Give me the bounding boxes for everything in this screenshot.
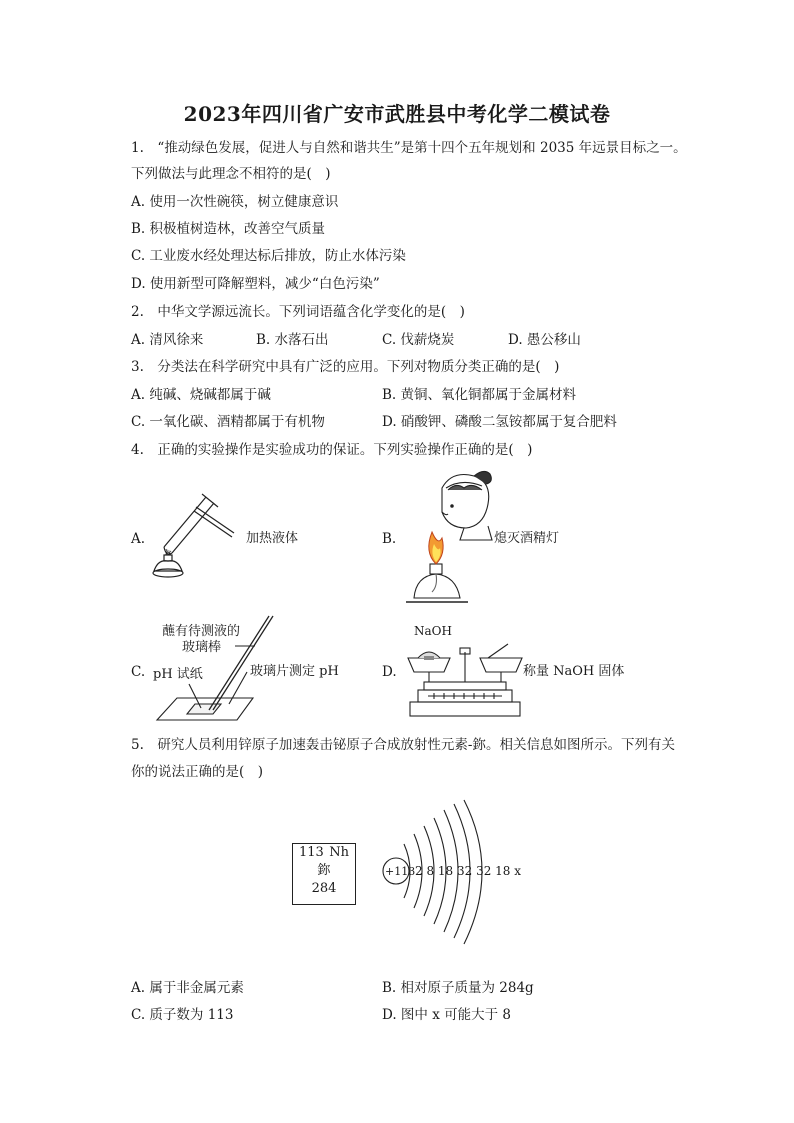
atom-nucleus: +113 [385,865,416,878]
q2-stem: 2. 中华文学源远流长。下列词语蕴含化学变化的是( ) [131,304,465,320]
q5-option-d[interactable]: D. 图中 x 可能大于 8 [382,1007,512,1023]
q4-a-caption: 加热液体 [246,531,299,546]
q4-option-a-letter[interactable]: A. [131,531,146,547]
q4-c-label-rod2: 玻璃棒 [182,640,222,655]
atom-shells: 2 8 18 32 32 18 x [415,864,522,878]
q1-stem-line2: 下列做法与此理念不相符的是( ) [131,166,331,182]
balance-illustration [404,636,526,720]
q5-stem-line2: 你的说法正确的是( ) [131,764,264,780]
q4-option-d-letter[interactable]: D. [382,664,397,680]
q4-stem: 4. 正确的实验操作是实验成功的保证。下列实验操作正确的是( ) [131,442,533,458]
q5-option-a[interactable]: A. 属于非金属元素 [131,980,244,996]
blow-out-lamp-illustration [402,468,497,608]
q3-option-c[interactable]: C. 一氧化碳、酒精都属于有机物 [131,414,325,430]
element-symbol: Nh [329,845,349,860]
q3-option-b[interactable]: B. 黄铜、氧化铜都属于金属材料 [382,387,577,403]
q4-c-label-glass: 玻璃片测定 pH [250,664,339,679]
q1-option-c[interactable]: C. 工业废水经处理达标后排放，防止水体污染 [131,248,406,264]
ph-test-illustration [155,612,285,724]
q1-option-d[interactable]: D. 使用新型可降解塑料，减少“白色污染” [131,276,380,292]
q3-option-a[interactable]: A. 纯碱、烧碱都属于碱 [131,387,271,403]
q1-option-a[interactable]: A. 使用一次性碗筷，树立健康意识 [131,194,339,210]
q4-option-b-letter[interactable]: B. [382,531,397,547]
q1-option-b[interactable]: B. 积极植树造林，改善空气质量 [131,221,326,237]
q1-stem-line1: 1. “推动绿色发展，促进人与自然和谐共生”是第十四个五年规划和 2035 年远景目标之一。 [131,140,687,156]
element-mass: 284 [311,881,337,896]
q4-d-label-naoh: NaOH [414,624,452,638]
q3-option-d[interactable]: D. 硝酸钾、磷酸二氢铵都属于复合肥料 [382,414,617,430]
q2-option-a[interactable]: A. 清风徐来 [131,332,204,348]
q4-c-label-paper: pH 试纸 [153,667,203,682]
q3-stem: 3. 分类法在科学研究中具有广泛的应用。下列对物质分类正确的是( ) [131,359,560,375]
q4-option-c-letter[interactable]: C. [131,664,146,680]
q4-c-label-rod1: 蘸有待测液的 [162,624,241,639]
q2-option-c[interactable]: C. 伐薪烧炭 [382,332,455,348]
element-card [292,843,356,905]
page-title: 2023年四川省广安市武胜县中考化学二模试卷 [183,102,611,126]
element-name: 鉨 [317,863,331,878]
heating-liquid-illustration [148,485,238,585]
element-number: 113 [299,845,324,860]
q5-option-c[interactable]: C. 质子数为 113 [131,1007,234,1023]
q5-stem-line1: 5. 研究人员利用锌原子加速轰击铋原子合成放射性元素-鉨。相关信息如图所示。下列有关 [131,737,675,753]
q4-d-caption: 称量 NaOH 固体 [523,664,625,679]
q2-option-d[interactable]: D. 愚公移山 [508,332,581,348]
q5-option-b[interactable]: B. 相对原子质量为 284g [382,980,534,996]
q2-option-b[interactable]: B. 水落石出 [256,332,329,348]
q4-b-caption: 熄灭酒精灯 [494,531,560,546]
